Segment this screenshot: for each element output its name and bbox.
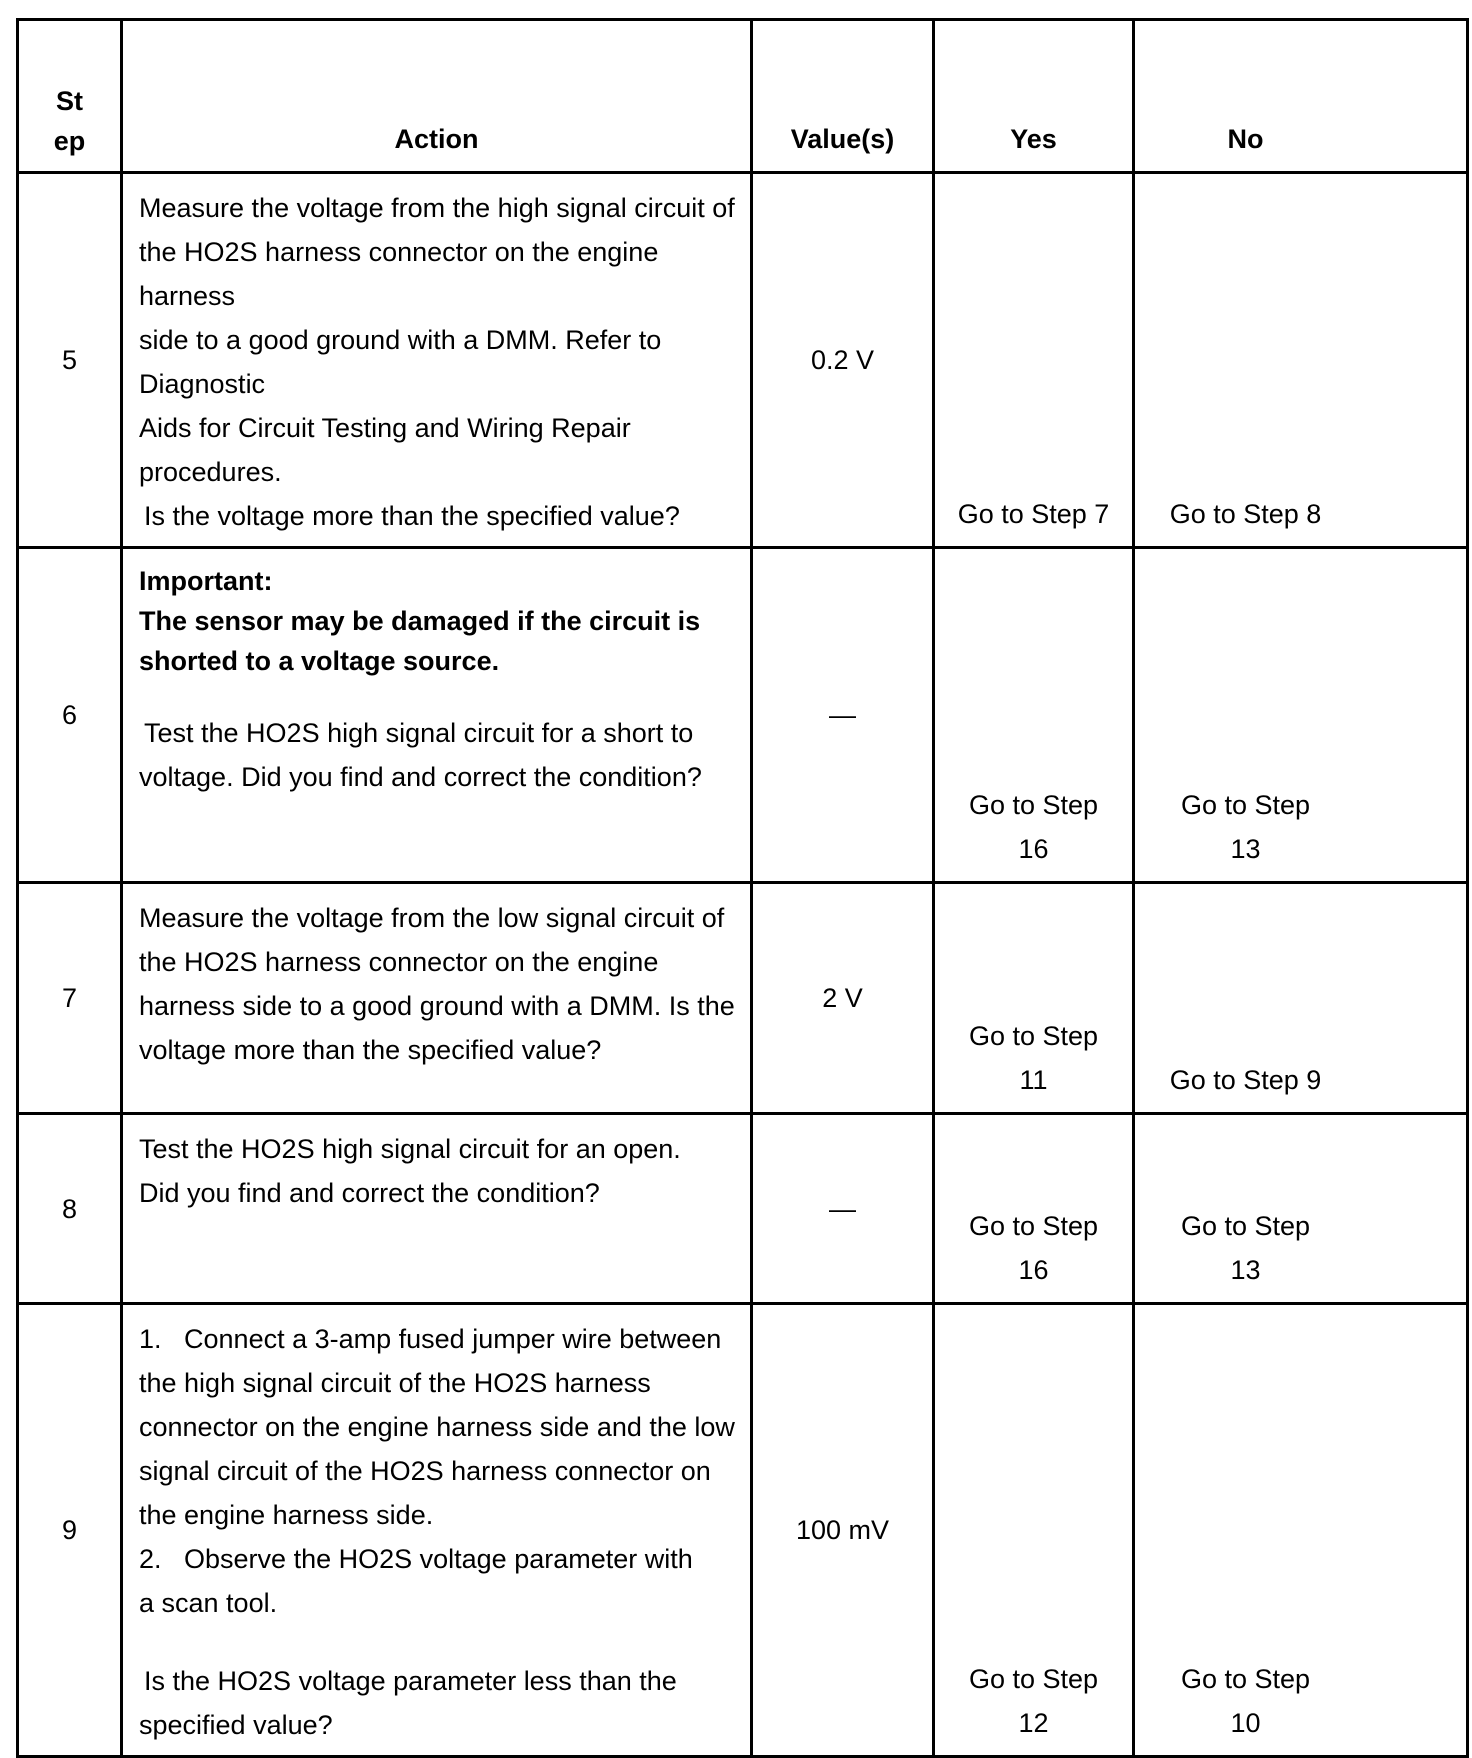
table-row bbox=[18, 173, 1468, 548]
table-row bbox=[18, 883, 1468, 1114]
no-cell bbox=[1134, 548, 1468, 883]
important-title: Important: bbox=[139, 566, 273, 596]
action-line: a scan tool. bbox=[139, 1588, 278, 1618]
no-cell bbox=[1134, 173, 1468, 548]
no-line: Go to Step 9 bbox=[1169, 1065, 1322, 1095]
important-line: shorted to a voltage source. bbox=[139, 646, 500, 676]
action-line: Measure the voltage from the high signal circuit of bbox=[139, 193, 735, 223]
action-cell bbox=[122, 173, 752, 548]
value-cell: 100 mV bbox=[752, 1304, 934, 1757]
action-line: voltage. Did you find and correct the condition? bbox=[139, 762, 702, 792]
no-line: 13 bbox=[1230, 834, 1261, 864]
step-number: 8 bbox=[18, 1114, 122, 1304]
action-line: Is the voltage more than the specified value? bbox=[144, 501, 680, 531]
action-line: the HO2S harness connector on the engine bbox=[139, 947, 659, 977]
no-cell bbox=[1134, 1114, 1468, 1304]
step-number: 7 bbox=[18, 883, 122, 1114]
action-line: signal circuit of the HO2S harness connector on bbox=[139, 1456, 711, 1486]
no-line: Go to Step bbox=[1180, 790, 1311, 820]
action-line: side to a good ground with a DMM. Refer to Diagnostic bbox=[139, 325, 662, 399]
action-line: the high signal circuit of the HO2S harness bbox=[139, 1368, 651, 1398]
no-line: Go to Step 8 bbox=[1169, 499, 1322, 529]
header-no: No bbox=[1134, 20, 1468, 173]
value-cell: 0.2 V bbox=[752, 173, 934, 548]
no-line: 10 bbox=[1230, 1708, 1261, 1738]
yes-line: 12 bbox=[1018, 1708, 1049, 1738]
header-action: Action bbox=[122, 20, 752, 173]
yes-line: Go to Step bbox=[968, 1664, 1099, 1694]
header-yes: Yes bbox=[934, 20, 1134, 173]
yes-line: 11 bbox=[1019, 1065, 1048, 1095]
yes-line: Go to Step 7 bbox=[957, 499, 1110, 529]
action-line: Measure the voltage from the low signal circuit of bbox=[139, 903, 725, 933]
action-cell bbox=[122, 1114, 752, 1304]
header-values: Value(s) bbox=[752, 20, 934, 173]
yes-line: Go to Step bbox=[968, 790, 1099, 820]
action-line: Did you find and correct the condition? bbox=[139, 1178, 600, 1208]
action-cell bbox=[122, 883, 752, 1114]
table-row bbox=[18, 1304, 1468, 1757]
header-step-line1: St bbox=[56, 86, 83, 116]
yes-line: 16 bbox=[1018, 834, 1049, 864]
diagnostic-table bbox=[16, 18, 1469, 1758]
no-line: Go to Step bbox=[1180, 1664, 1311, 1694]
table-row bbox=[18, 1114, 1468, 1304]
question-line: Is the HO2S voltage parameter less than the bbox=[144, 1666, 677, 1696]
action-line: connector on the engine harness side and the low bbox=[139, 1412, 735, 1442]
value-cell: — bbox=[752, 1114, 934, 1304]
step-number: 9 bbox=[18, 1304, 122, 1757]
step-number: 5 bbox=[18, 173, 122, 548]
yes-cell bbox=[934, 1114, 1134, 1304]
no-line: Go to Step bbox=[1180, 1211, 1311, 1241]
yes-cell bbox=[934, 548, 1134, 883]
action-line: Test the HO2S high signal circuit for a short to bbox=[144, 718, 694, 748]
important-line: The sensor may be damaged if the circuit is bbox=[139, 606, 701, 636]
no-cell bbox=[1134, 883, 1468, 1114]
action-line: voltage more than the specified value? bbox=[139, 1035, 602, 1065]
header-row bbox=[18, 20, 1468, 173]
action-line: 1. Connect a 3-amp fused jumper wire between bbox=[139, 1324, 722, 1354]
action-line: harness side to a good ground with a DMM. Is the bbox=[139, 991, 735, 1021]
action-cell bbox=[122, 1304, 752, 1757]
yes-cell bbox=[934, 1304, 1134, 1757]
yes-cell bbox=[934, 883, 1134, 1114]
action-line: the engine harness side. bbox=[139, 1500, 434, 1530]
action-cell bbox=[122, 548, 752, 883]
action-line: Aids for Circuit Testing and Wiring Repair procedures. bbox=[139, 413, 631, 487]
no-line: 13 bbox=[1230, 1255, 1261, 1285]
value-cell: 2 V bbox=[752, 883, 934, 1114]
yes-line: 16 bbox=[1018, 1255, 1049, 1285]
action-line: Test the HO2S high signal circuit for an open. bbox=[139, 1134, 681, 1164]
step-number: 6 bbox=[18, 548, 122, 883]
yes-cell bbox=[934, 173, 1134, 548]
action-line: the HO2S harness connector on the engine harness bbox=[139, 237, 659, 311]
no-cell bbox=[1134, 1304, 1468, 1757]
yes-line: Go to Step bbox=[968, 1211, 1099, 1241]
header-step-line2: ep bbox=[53, 126, 86, 156]
action-line: 2. Observe the HO2S voltage parameter with bbox=[139, 1544, 693, 1574]
table-row bbox=[18, 548, 1468, 883]
value-cell: — bbox=[752, 548, 934, 883]
header-step bbox=[18, 20, 122, 173]
yes-line: Go to Step bbox=[968, 1021, 1099, 1051]
question-line: specified value? bbox=[139, 1710, 333, 1740]
